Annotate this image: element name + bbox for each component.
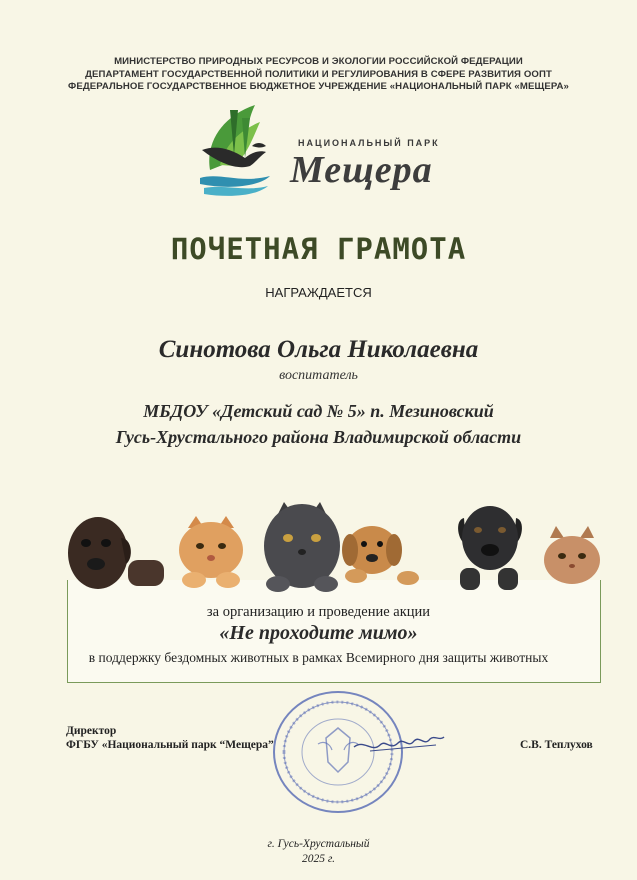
black-dog-image (458, 506, 522, 590)
dark-dog-image (68, 517, 164, 589)
certificate-title: ПОЧЕТНАЯ ГРАМОТА (170, 232, 467, 266)
handwritten-signature-icon (350, 725, 450, 765)
director-organization: ФГБУ «Национальный парк “Мещера” (66, 739, 274, 751)
director-title: Директор (66, 725, 117, 737)
action-name: «Не проходите мимо» (219, 622, 418, 644)
header-line-department: ДЕПАРТАМЕНТ ГОСУДАРСТВЕННОЙ ПОЛИТИКИ И РЕГУЛИРОВАНИЯ В СФЕРЕ РАЗВИТИЯ ООПТ (85, 68, 552, 80)
issue-year: 2025 г. (301, 853, 336, 865)
organization-line-2: Гусь-Хрустального района Владимирской области (115, 427, 522, 447)
header-line-institution: ФЕДЕРАЛЬНОЕ ГОСУДАРСТВЕННОЕ БЮДЖЕТНОЕ УЧРЕЖДЕНИЕ «НАЦИОНАЛЬНЫЙ ПАРК «МЕЩЕРА» (68, 81, 569, 92)
issue-city: г. Гусь-Хрустальный (267, 838, 370, 850)
recipient-name: Синотова Ольга Николаевна (158, 336, 479, 363)
reason-for-text: за организацию и проведение акции (206, 604, 431, 620)
reason-support-text: в поддержку бездомных животных в рамках Всемирного дня защиты животных (88, 650, 549, 665)
small-cat-image (544, 526, 600, 584)
awarded-label: НАГРАЖДАЕТСЯ (265, 285, 372, 300)
golden-puppy-image (342, 526, 419, 585)
logo-name: Мещера (290, 149, 433, 191)
logo-subtitle: НАЦИОНАЛЬНЫЙ ПАРК (298, 138, 440, 148)
organization-line-1: МБДОУ «Детский сад № 5» п. Мезиновский (143, 401, 494, 421)
issuer-header (0, 56, 637, 94)
grey-kitten-image (264, 502, 340, 592)
ginger-cat-image (179, 516, 243, 588)
recipient-organization (0, 398, 637, 450)
director-name: С.В. Теплухов (520, 739, 593, 751)
header-line-ministry: МИНИСТЕРСТВО ПРИРОДНЫХ РЕСУРСОВ И ЭКОЛОГИИ РОССИЙСКОЙ ФЕДЕРАЦИИ (114, 56, 523, 67)
pets-illustration (66, 498, 600, 598)
recipient-position: воспитатель (279, 368, 358, 383)
